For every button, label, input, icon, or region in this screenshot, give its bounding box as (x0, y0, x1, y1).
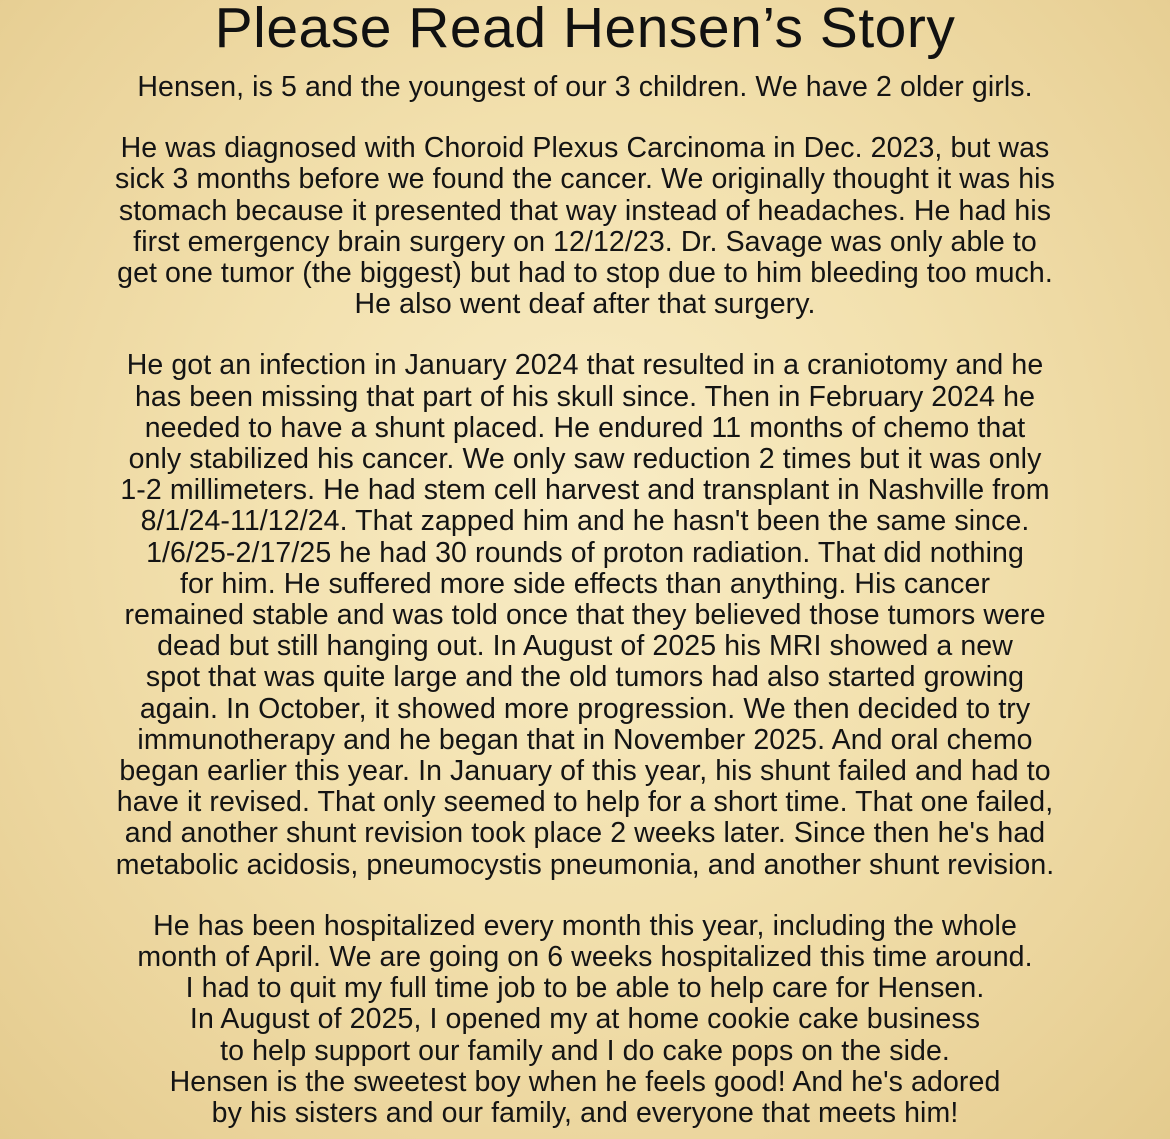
text-line: immunotherapy and he began that in November 2025. And oral chemo (137, 723, 1033, 756)
text-line: stomach because it presented that way instead of headaches. He had his (118, 194, 1052, 227)
text-line: He also went deaf after that surgery. (354, 288, 816, 321)
text-line: He has been hospitalized every month this year, including the whole (153, 909, 1017, 942)
text-line: 1-2 millimeters. He had stem cell harvest and transplant in Nashville from (120, 474, 1050, 507)
text-line: again. In October, it showed more progression. We then decided to try (139, 692, 1031, 725)
text-line: I had to quit my full time job to be able to help care for Hensen. (185, 972, 985, 1005)
text-line: month of April. We are going on 6 weeks hospitalized this time around. (137, 941, 1033, 974)
text-line: has been missing that part of his skull since. Then in February 2024 he (134, 380, 1036, 413)
text-line: remained stable and was told once that they believed those tumors were (124, 599, 1046, 632)
text-line: for him. He suffered more side effects than anything. His cancer (179, 567, 991, 600)
text-line: first emergency brain surgery on 12/12/23. Dr. Savage was only able to (133, 225, 1037, 258)
text-line: have it revised. That only seemed to help for a short time. That one failed, (116, 786, 1054, 819)
text-line: In August of 2025, I opened my at home cookie cake business (189, 1003, 981, 1036)
paragraph-hospitalization (58, 911, 1112, 1129)
text-line: and another shunt revision took place 2 weeks later. Since then he's had (124, 817, 1046, 850)
paragraph-diagnosis (58, 133, 1112, 320)
text-line: He got an infection in January 2024 that resulted in a craniotomy and he (126, 349, 1044, 382)
text-line: He was diagnosed with Choroid Plexus Carcinoma in Dec. 2023, but was (120, 132, 1050, 165)
paragraph-gap (58, 103, 1112, 133)
text-line: Hensen is the sweetest boy when he feels good! And he's adored (169, 1065, 1001, 1098)
text-line: 8/1/24-11/12/24. That zapped him and he hasn't been the same since. (140, 505, 1030, 538)
text-line: by his sisters and our family, and everyone that meets him! (211, 1097, 959, 1130)
text-line: dead but still hanging out. In August of 2025 his MRI showed a new (157, 630, 1013, 663)
text-line: needed to have a shunt placed. He endured 11 months of chemo that (144, 411, 1026, 444)
text-line: Hensen, is 5 and the youngest of our 3 children. We have 2 older girls. (137, 71, 1033, 103)
text-line: sick 3 months before we found the cancer. We originally thought it was his (115, 163, 1055, 196)
paragraph-treatment (58, 350, 1112, 880)
text-line: only stabilized his cancer. We only saw reduction 2 times but it was only (128, 443, 1042, 476)
paragraph-intro (58, 72, 1112, 103)
text-line: 1/6/25-2/17/25 he had 30 rounds of proton radiation. That did nothing (146, 536, 1024, 569)
text-line: began earlier this year. In January of this year, his shunt failed and had to (119, 755, 1051, 788)
text-line: get one tumor (the biggest) but had to stop due to him bleeding too much. (117, 257, 1053, 290)
text-line: to help support our family and I do cake pops on the side. (220, 1034, 950, 1067)
text-line: spot that was quite large and the old tumors had also started growing (145, 661, 1025, 694)
page-title: Please Read Hensen’s Story (214, 0, 956, 60)
paragraph-gap (58, 881, 1112, 911)
text-line: metabolic acidosis, pneumocystis pneumonia, and another shunt revision. (115, 848, 1055, 881)
paragraph-gap (58, 320, 1112, 350)
